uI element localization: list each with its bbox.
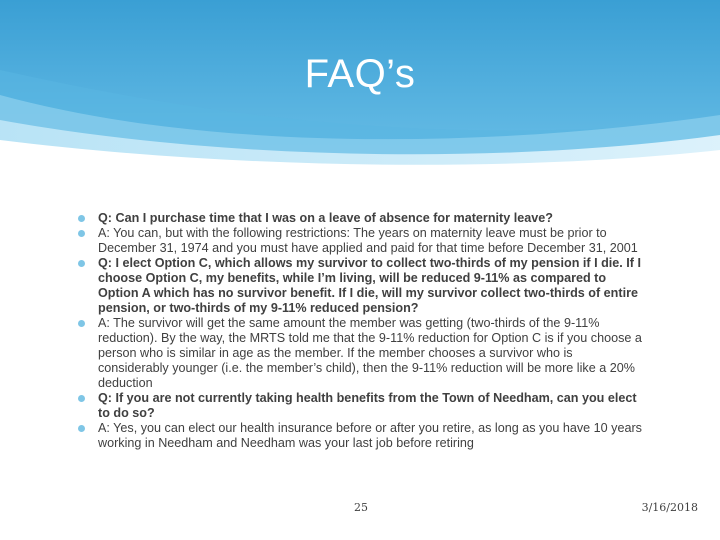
page-title: FAQ’s (304, 52, 416, 96)
header-banner (0, 0, 720, 175)
faq-question-3: Q: If you are not currently taking health benefits from the Town of Needham, can you elect to do so? (78, 391, 644, 421)
faq-question-2: Q: I elect Option C, which allows my survivor to collect two-thirds of my pension if I die. If I choose Option C, my benefits, while I’m living, will be reduced 9-11% as compared to Option A which has no survivor benefit. If I die, will my survivor collect two-thirds of entire pension, or two-thirds of my 9-11% reduced pension? (78, 256, 644, 316)
bullet-icon (78, 215, 85, 222)
bullet-icon (78, 230, 85, 237)
bullet-icon (78, 320, 85, 327)
faq-question-1: Q: Can I purchase time that I was on a leave of absence for maternity leave? (78, 211, 644, 226)
slide-date: 3/16/2018 (641, 501, 698, 514)
bullet-icon (78, 425, 85, 432)
bullet-icon (78, 260, 85, 267)
faq-answer-1: A: You can, but with the following restrictions: The years on maternity leave must be prior to December 31, 1974 and you must have applied and paid for that time before December 31, 2001 (78, 226, 644, 256)
faq-answer-3: A: Yes, you can elect our health insurance before or after you retire, as long as you have 10 years working in Needham and Needham was your last job before retiring (78, 421, 644, 451)
page-number: 25 (354, 501, 368, 514)
faq-list (78, 211, 644, 451)
faq-answer-2: A: The survivor will get the same amount the member was getting (two-thirds of the 9-11% reduction). By the way, the MRTS told me that the 9-11% reduction for Option C is if you choose a person who is similar in age as the member. If the member chooses a survivor who is considerably younger (i.e. the member’s child), then the 9-11% reduction will be more like a 20% deduction (78, 316, 644, 391)
bullet-icon (78, 395, 85, 402)
